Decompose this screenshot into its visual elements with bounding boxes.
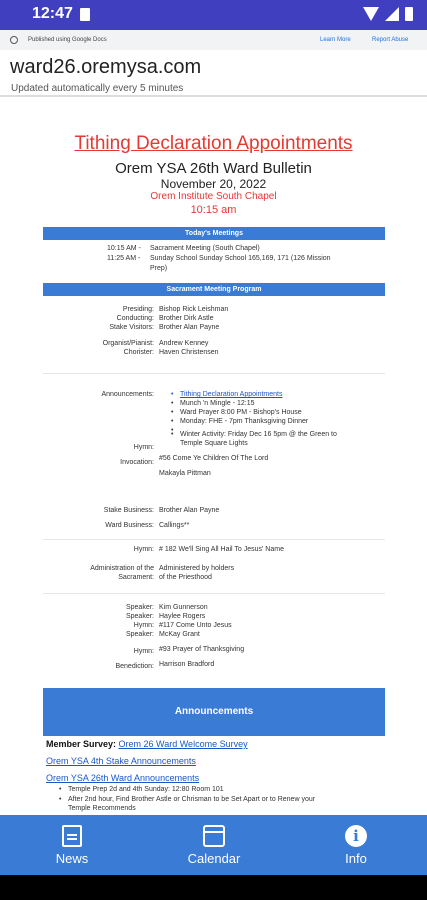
speaker-label: Speaker: [125,613,154,620]
administration-value: Administered by holders [159,565,235,572]
program-header: Sacrament Meeting Program [43,283,385,296]
docs-publish-bar [0,30,427,50]
sacrament-hymn-label: Hymn: [133,546,154,553]
status-icons [363,7,413,21]
benediction-value: Harrison Bradford [159,661,215,668]
role-value: Brother Dirk Astle [159,315,214,322]
todays-meetings-header: Today's Meetings [43,227,385,240]
role-value: Andrew Kenney [159,340,209,347]
benediction-label: Benediction: [115,663,154,670]
stake-announcements-link[interactable]: Orem YSA 4th Stake Announcements [46,756,196,766]
system-navigation-bar [0,875,427,900]
nav-info-label: Info [345,851,367,866]
report-abuse-link[interactable]: Report Abuse [372,37,409,43]
divider [43,373,385,374]
administration-label: Administration of the [90,565,154,572]
signal-icon [385,7,399,21]
bottom-navigation [0,815,427,875]
learn-more-link[interactable]: Learn More [320,37,351,43]
speaker-value: Kim Gunnerson [159,604,208,611]
stake-business-value: Brother Alan Payne [159,507,220,514]
announcement-bullet: • After 2nd hour, Find Brother Astle or Chrisman to be Set Apart or to Renew your [68,795,315,804]
invocation-label: Invocation: [120,459,154,466]
nav-calendar-label: Calendar [187,851,241,866]
wifi-icon [363,7,379,21]
invocation-value: Makayla Pittman [159,470,211,477]
news-icon [62,825,82,847]
speaker-label: Hymn: [133,622,154,629]
administration-label-2: Sacrament: [118,574,154,581]
site-header [0,50,427,97]
divider [43,539,385,540]
meeting-location: Orem Institute South Chapel [150,191,277,202]
role-label: Chorister: [123,349,154,356]
battery-icon [405,7,413,21]
bulletin-date: November 20, 2022 [160,177,267,191]
hymn-label: Hymn: [133,444,154,451]
site-title: ward26.oremysa.com [10,56,202,78]
meeting-desc-1: Sacrament Meeting (South Chapel) [150,245,260,252]
announcement-link[interactable]: • Tithing Declaration Appointments [180,390,282,399]
ward-announcements-link[interactable]: Orem YSA 26th Ward Announcements [46,773,200,783]
speaker-label: Speaker: [125,631,154,638]
sacrament-hymn: # 182 We'll Sing All Hail To Jesus' Name [159,546,284,553]
sim-icon [80,8,90,21]
nav-info[interactable] [301,815,411,875]
announcements-header: Announcements [43,688,385,736]
role-value: Bishop Rick Leishman [159,306,229,313]
nav-news[interactable] [17,815,127,875]
ward-business-value: Callings** [159,522,190,529]
ward-business-label: Ward Business: [105,522,154,529]
status-bar [0,0,427,30]
google-docs-icon [10,36,18,44]
stake-business-label: Stake Business: [103,507,154,514]
calendar-icon [203,825,225,847]
doc-heading[interactable]: Tithing Declaration Appointments [74,133,353,154]
nav-calendar[interactable] [159,815,269,875]
speaker-value: Haylee Rogers [159,613,206,620]
meeting-desc-2: Sunday School Sunday School 165,169, 171 (126 Mission [150,255,331,262]
nav-news-label: News [55,851,89,866]
meeting-desc-3: Prep) [150,265,168,272]
divider [43,593,385,594]
role-value: Brother Alan Payne [159,324,220,331]
announcement-item: • Munch 'n Mingle - 12:15 [180,399,255,408]
welcome-survey-link[interactable]: Orem 26 Ward Welcome Survey [118,739,248,749]
closing-hymn: #93 Prayer of Thanksgiving [159,646,245,653]
ward-title: Orem YSA 26th Ward Bulletin [115,160,312,177]
meeting-time-1: 10:15 AM - [107,245,141,252]
meeting-time: 10:15 am [190,204,237,216]
announcement-item: • Monday: FHE - 7pm Thanksgiving Dinner [180,417,308,426]
site-subtitle: Updated automatically every 5 minutes [11,83,184,94]
status-time: 12:47 [32,5,73,22]
member-survey-label: Member Survey: [46,739,117,749]
role-value: Haven Christensen [159,349,219,356]
speaker-value: McKay Grant [159,631,200,638]
meeting-time-2: 11:25 AM - [107,255,141,262]
announcement-item-cont: Temple Square Lights [180,440,248,447]
role-label: Stake Visitors: [109,324,154,331]
published-label: Published using Google Docs [28,37,107,43]
announcement-item: • Ward Prayer 8:00 PM - Bishop's House [180,408,302,417]
document-content[interactable] [0,99,427,815]
speaker-label: Speaker: [125,604,154,611]
administration-value-2: of the Priesthood [159,574,212,581]
announcement-bullet: • Temple Prep 2d and 4th Sunday: 12:80 Room 101 [68,785,224,794]
announcements-label: Announcements: [101,391,154,398]
announcement-item: • Winter Activity: Friday Dec 16 5pm @ the Green to [180,430,337,439]
announcement-bullet-cont: Temple Recommends [68,805,136,812]
role-label: Presiding: [122,306,154,313]
member-survey-row [46,739,248,749]
role-label: Organist/Pianist: [102,340,154,347]
speaker-value: #117 Come Unto Jesus [159,622,232,629]
role-label: Conducting: [116,315,154,322]
closing-hymn-label: Hymn: [133,648,154,655]
opening-hymn: #56 Come Ye Children Of The Lord [159,455,269,462]
info-icon: i [345,825,367,847]
